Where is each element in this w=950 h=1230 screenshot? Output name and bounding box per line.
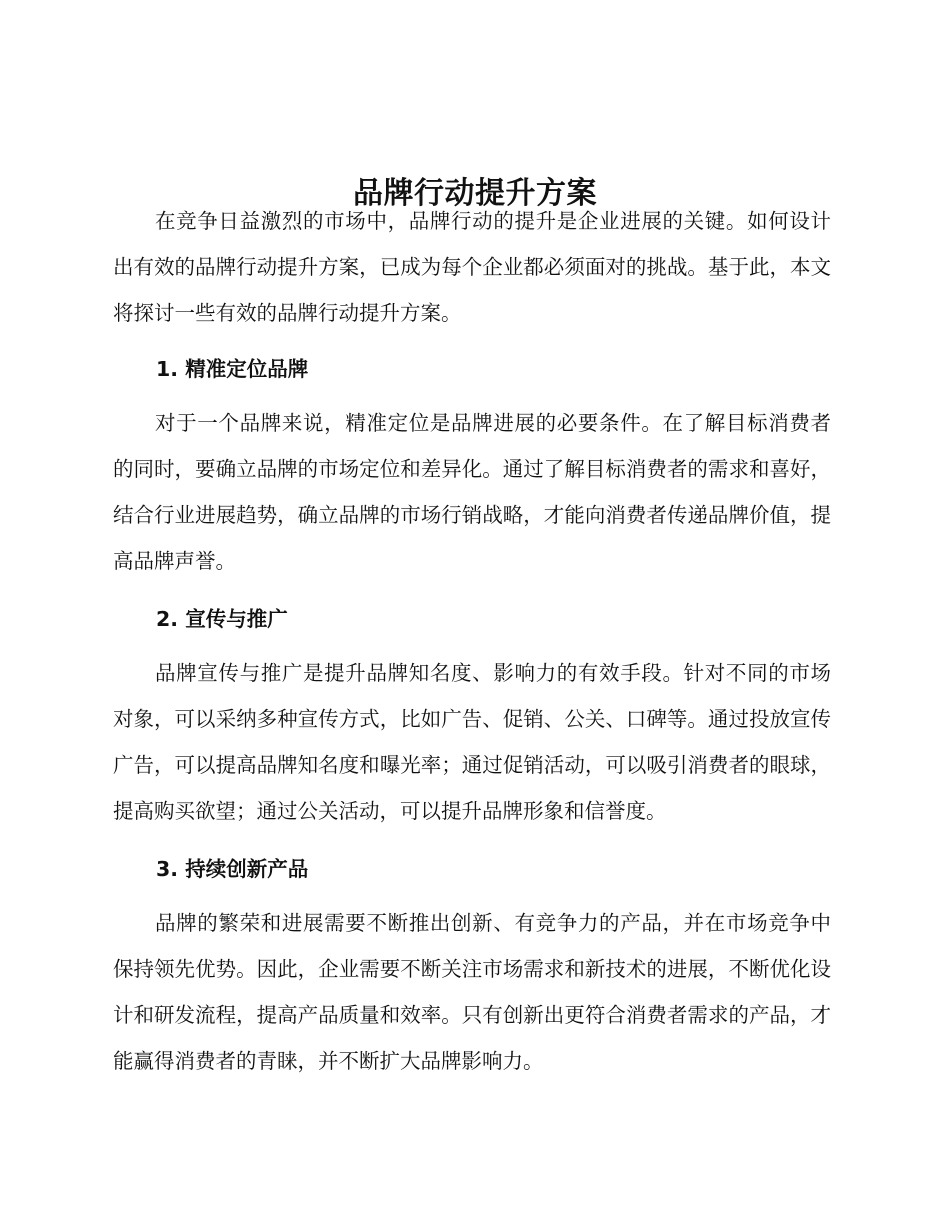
section-heading-promotion: 2. 宣传与推广 — [156, 607, 288, 631]
section-body-innovation: 品牌的繁荣和进展需要不断推出创新、有竞争力的产品，并在市场竞争中保持领先优势。因此，企业需要不断关注市场需求和新技术的进展，不断优化设计和研发流程，提高产品质量和效率。只有创新出更符合消费者需求的产品，才能赢得消费者的青睐，并不断扩大品牌影响力。 — [113, 911, 831, 1073]
section-heading-innovation: 3. 持续创新产品 — [156, 857, 309, 881]
section-body-promotion: 品牌宣传与推广是提升品牌知名度、影响力的有效手段。针对不同的市场对象，可以采纳多种宣传方式，比如广告、促销、公关、口碑等。通过投放宣传广告，可以提高品牌知名度和曝光率；通过促销活动，可以吸引消费者的眼球，提高购买欲望；通过公关活动，可以提升品牌形象和信誉度。 — [113, 661, 831, 823]
section-body-positioning: 对于一个品牌来说，精准定位是品牌进展的必要条件。在了解目标消费者的同时，要确立品牌的市场定位和差异化。通过了解目标消费者的需求和喜好，结合行业进展趋势，确立品牌的市场行销战略，才能向消费者传递品牌价值，提高品牌声誉。 — [113, 411, 831, 573]
section-heading-positioning: 1. 精准定位品牌 — [156, 357, 309, 381]
intro-paragraph: 在竞争日益激烈的市场中，品牌行动的提升是企业进展的关键。如何设计出有效的品牌行动提升方案，已成为每个企业都必须面对的挑战。基于此，本文将探讨一些有效的品牌行动提升方案。 — [113, 209, 831, 325]
document-title: 品牌行动提升方案 — [353, 176, 597, 212]
